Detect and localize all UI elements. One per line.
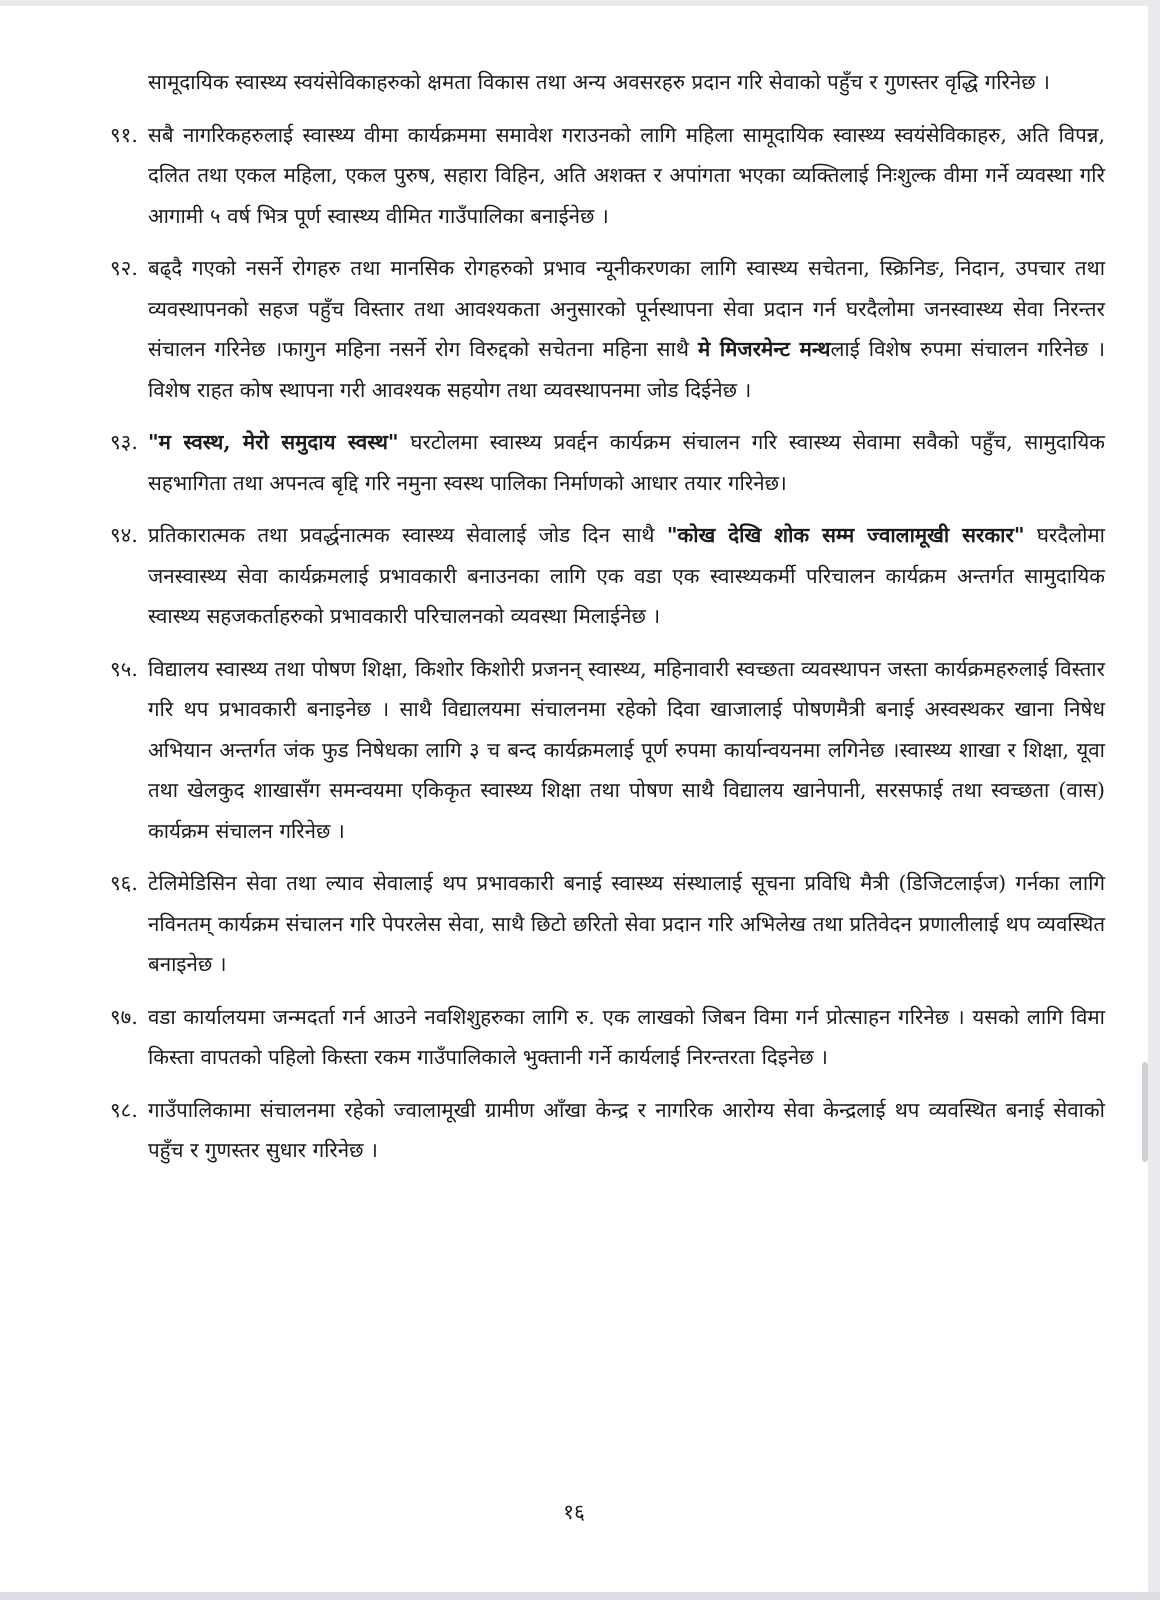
item-number: ९६. <box>110 871 138 895</box>
item-text: विद्यालय स्वास्थ्य तथा पोषण शिक्षा, किशोर किशोरी प्रजनन् स्वास्थ्य, महिनावारी स्वच्छता व्यवस्थापन जस्ता कार्यक्रमहरुलाई विस्तार गरि थप प्रभावकारी बनाइनेछ । साथै विद्यालयमा संचालनमा रहेको दिवा खाजालाई पोषणमैत्री बनाई अस्वस्थकर खाना निषेध अभियान अन्तर्गत जंक फुड निषेधका लागि ३ च बन्द कार्यक्रमलाई पूर्ण रुपमा कार्यान्वयनमा लगिनेछ ।स्वास्थ्य शाखा र शिक्षा, यूवा तथा खेलकुद शाखासँग समन्वयमा एकिकृत स्वास्थ्य शिक्षा तथा पोषण साथै विद्यालय खानेपानी, सरसफाई तथा स्वच्छता (वास) कार्यक्रम संचालन गरिनेछ । <box>148 656 1105 843</box>
list-item <box>110 1090 1105 1171</box>
document-page <box>0 6 1148 1592</box>
item-number: ९१. <box>110 122 138 147</box>
list-item <box>110 997 1105 1078</box>
item-text: गाउँपालिकामा संचालनमा रहेको ज्वालामूखी ग्रामीण आँखा केन्द्र र नागरिक आरोग्य सेवा केन्द्रलाई थप व्यवस्थित बनाई सेवाको पहुँच र गुणस्तर सुधार गरिनेछ । <box>148 1097 1105 1162</box>
item-number: ९३. <box>110 430 138 454</box>
page-number: १६ <box>563 1500 585 1524</box>
item-text: घरटोलमा स्वास्थ्य प्रवर्द्दन कार्यक्रम संचालन गरि स्वास्थ्य सेवामा सवैको पहुँच, सामुदायिक सहभागिता तथा अपनत्व बृद्दि गरि नमुना स्वस्थ पालिका निर्माणको आधार तयार गरिनेछ। <box>148 430 1105 495</box>
item-number: ९७. <box>110 1004 138 1029</box>
list-item <box>110 248 1105 410</box>
list-item <box>110 649 1105 852</box>
item-number: ९८. <box>110 1097 138 1122</box>
document-body <box>110 62 1105 1183</box>
item-text: सबै नागरिकहरुलाई स्वास्थ्य वीमा कार्यक्रममा समावेश गराउनको लागि महिला सामूदायिक स्वास्थ्य स्वयंसेविकाहरु, अति विपन्न, दलित तथा एकल महिला, एकल पुरुष, सहारा विहिन, अति अशक्त र अपांगता भएका व्यक्तिलाई निःशुल्क वीमा गर्ने व्यवस्था गरि आगामी ५ वर्ष भित्र पूर्ण स्वास्थ्य वीमित गाउँपालिका बनाईनेछ । <box>148 122 1105 228</box>
item-text-bold: मे मिजरमेन्ट मन्थ <box>697 337 831 361</box>
list-item <box>110 115 1105 237</box>
list-item <box>110 515 1105 637</box>
item-number: ९२. <box>110 256 138 280</box>
item-text-bold: "म स्वस्थ, मेरो समुदाय स्वस्थ" <box>148 430 399 454</box>
list-item <box>110 422 1105 503</box>
item-text-bold: "कोख देखि शोक सम्म ज्वालामूखी सरकार" <box>666 523 1025 547</box>
item-number: ९५. <box>110 656 138 681</box>
continuation-paragraph: सामूदायिक स्वास्थ्य स्वयंसेविकाहरुको क्षमता विकास तथा अन्य अवसरहरु प्रदान गरि सेवाको पहुँच र गुणस्तर वृद्धि गरिनेछ । <box>148 70 1050 94</box>
list-item <box>110 863 1105 985</box>
item-text: प्रतिकारात्मक तथा प्रवर्द्धनात्मक स्वास्थ्य सेवालाई जोड दिन साथै <box>148 523 667 547</box>
item-text: घरदैलोमा जनस्वास्थ्य सेवा कार्यक्रमलाई प्रभावकारी बनाउनका लागि एक वडा एक स्वास्थ्यकर्मी परिचालन कार्यक्रम अन्तर्गत सामुदायिक स्वास्थ्य सहजकर्ताहरुको प्रभावकारी परिचालनको व्यवस्था मिलाईनेछ । <box>148 523 1105 628</box>
item-text: बढ्दै गएको नसर्ने रोगहरु तथा मानसिक रोगहरुको प्रभाव न्यूनीकरणका लागि स्वास्थ्य सचेतना, स्क्रिनिङ, निदान, उपचार तथा व्यवस्थापनको सहज पहुँच विस्तार तथा आवश्यकता अनुसारको पूर्नस्थापना सेवा प्रदान गर्न घरदैलोमा जनस्वास्थ्य सेवा निरन्तर संचालन गरिनेछ ।फागुन महिना नसर्ने रोग विरुद्दको सचेतना महिना साथै <box>148 256 1105 361</box>
item-text: टेलिमेडिसिन सेवा तथा ल्याव सेवालाई थप प्रभावकारी बनाई स्वास्थ्य संस्थालाई सूचना प्रविधि मैत्री (डिजिटलाईज) गर्नका लागि नविनतम् कार्यक्रम संचालन गरि पेपरलेस सेवा, साथै छिटो छरितो सेवा प्रदान गरि अभिलेख तथा प्रतिवेदन प्रणालीलाई थप व्यवस्थित बनाइनेछ । <box>148 871 1105 976</box>
item-text: वडा कार्यालयमा जन्मदर्ता गर्न आउने नवशिशुहरुका लागि रु. एक लाखको जिबन विमा गर्न प्रोत्साहन गरिनेछ । यसको लागि विमा किस्ता वापतको पहिलो किस्ता रकम गाउँपालिकाले भुक्तानी गर्ने कार्यलाई निरन्तरता दिइनेछ । <box>148 1004 1105 1069</box>
scrollbar-thumb[interactable] <box>1142 1062 1148 1162</box>
viewer-bottom-edge <box>0 1592 1160 1600</box>
item-number: ९४. <box>110 523 138 547</box>
item-text: लाई विशेष रुपमा संचालन गरिनेछ । विशेष राहत कोष स्थापना गरी आवश्यक सहयोग तथा व्यवस्थापनमा जोड दिईनेछ । <box>148 337 1105 402</box>
